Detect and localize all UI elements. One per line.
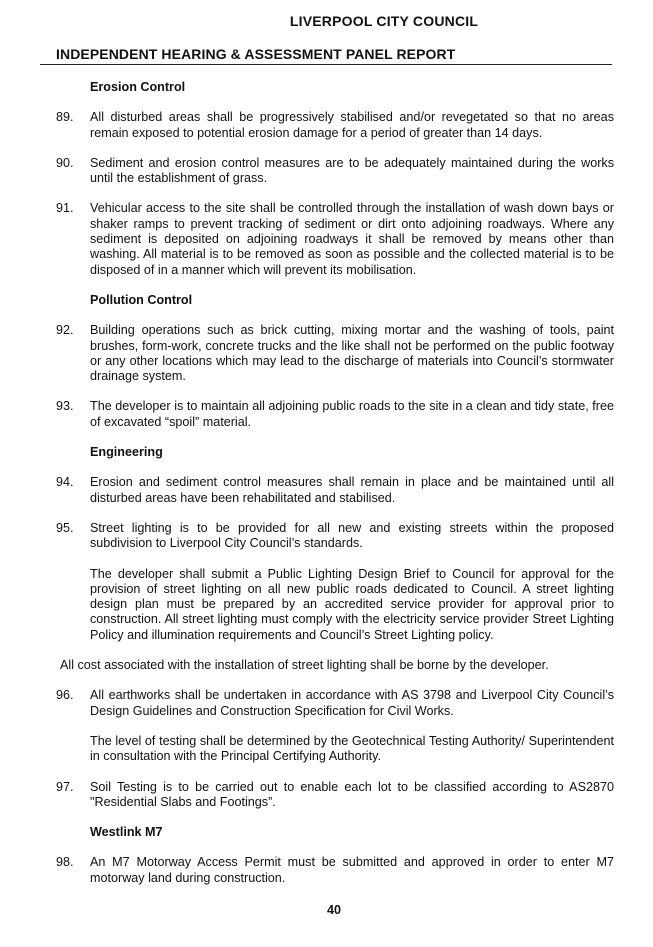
header-divider bbox=[40, 64, 612, 65]
condition-91 bbox=[0, 201, 653, 277]
condition-number: 89. bbox=[56, 110, 74, 125]
condition-96 bbox=[0, 688, 653, 719]
condition-93 bbox=[0, 399, 653, 430]
condition-90 bbox=[0, 156, 653, 187]
condition-text: Erosion and sediment control measures shall remain in place and be maintained until all disturbed areas have been rehabilitated and stabilised. bbox=[90, 475, 614, 505]
condition-text: Vehicular access to the site shall be controlled through the installation of wash down bays or shaker ramps to prevent tracking of sediment or dirt onto adjoining roadways. Where any sediment is deposited on adjoining roadways it shall be removed by means other than washing. All material is to be removed as soon as possible and the collected material is to be disposed of in a manner which will prevent its mobilisation. bbox=[90, 201, 614, 277]
section-heading-engineering: Engineering bbox=[90, 445, 163, 460]
report-body bbox=[0, 80, 653, 886]
condition-number: 97. bbox=[56, 779, 74, 794]
condition-97 bbox=[0, 780, 653, 811]
report-title: INDEPENDENT HEARING & ASSESSMENT PANEL REPORT bbox=[56, 46, 456, 62]
street-lighting-brief-paragraph: The developer shall submit a Public Lighting Design Brief to Council for approval for the provision of street lighting on all new public roads dedicated to Council. A street lighting design plan must be prepared by an accredited service provider for approval prior to construction. All street lighting must comply with the electricity service provider Street Lighting Policy and illumination requirements and Council’s Street Lighting policy. bbox=[90, 566, 614, 642]
page-number: 40 bbox=[326, 903, 341, 917]
condition-text: All disturbed areas shall be progressively stabilised and/or revegetated so that no areas remain exposed to potential erosion damage for a period of greater than 14 days. bbox=[90, 110, 614, 140]
condition-95 bbox=[0, 521, 653, 552]
condition-98 bbox=[0, 855, 653, 886]
condition-text: An M7 Motorway Access Permit must be submitted and approved in order to enter M7 motorway land during construction. bbox=[90, 855, 614, 885]
section-heading-erosion-control: Erosion Control bbox=[90, 80, 186, 94]
condition-number: 94. bbox=[56, 475, 74, 490]
condition-text: The developer is to maintain all adjoining public roads to the site in a clean and tidy state, free of excavated “spoil” material. bbox=[90, 399, 614, 429]
condition-text: Street lighting is to be provided for all new and existing streets within the proposed subdivision to Liverpool City Council’s standards. bbox=[90, 520, 614, 551]
council-name: LIVERPOOL CITY COUNCIL bbox=[289, 13, 479, 29]
condition-number: 91. bbox=[56, 201, 74, 216]
street-lighting-cost-paragraph: All cost associated with the installation of street lighting shall be borne by the developer. bbox=[60, 658, 549, 673]
condition-number: 96. bbox=[56, 688, 74, 703]
condition-number: 93. bbox=[56, 399, 74, 414]
testing-level-paragraph: The level of testing shall be determined by the Geotechnical Testing Authority/ Superintendent in consultation with the Principal Certifying Authority. bbox=[90, 733, 614, 764]
section-heading-pollution-control: Pollution Control bbox=[90, 292, 193, 307]
condition-number: 95. bbox=[56, 520, 74, 535]
condition-94 bbox=[0, 475, 653, 506]
condition-number: 90. bbox=[56, 155, 74, 170]
condition-text: Sediment and erosion control measures are to be adequately maintained during the works until the establishment of grass. bbox=[90, 155, 614, 186]
condition-text: Soil Testing is to be carried out to enable each lot to be classified according to AS2870 "Residential Slabs and Footings”. bbox=[90, 779, 614, 809]
condition-number: 98. bbox=[56, 855, 74, 870]
condition-text: All earthworks shall be undertaken in accordance with AS 3798 and Liverpool City Council’s Design Guidelines and Construction Specification for Civil Works. bbox=[90, 688, 614, 718]
section-heading-westlink-m7: Westlink M7 bbox=[90, 825, 163, 840]
condition-89 bbox=[0, 110, 653, 141]
condition-text: Building operations such as brick cutting, mixing mortar and the washing of tools, paint brushes, form-work, concrete trucks and the like shall not be performed on the public footway or any other locations which may lead to the discharge of materials into Council’s stormwater drainage system. bbox=[90, 323, 614, 384]
condition-number: 92. bbox=[56, 323, 74, 338]
condition-92 bbox=[0, 323, 653, 384]
